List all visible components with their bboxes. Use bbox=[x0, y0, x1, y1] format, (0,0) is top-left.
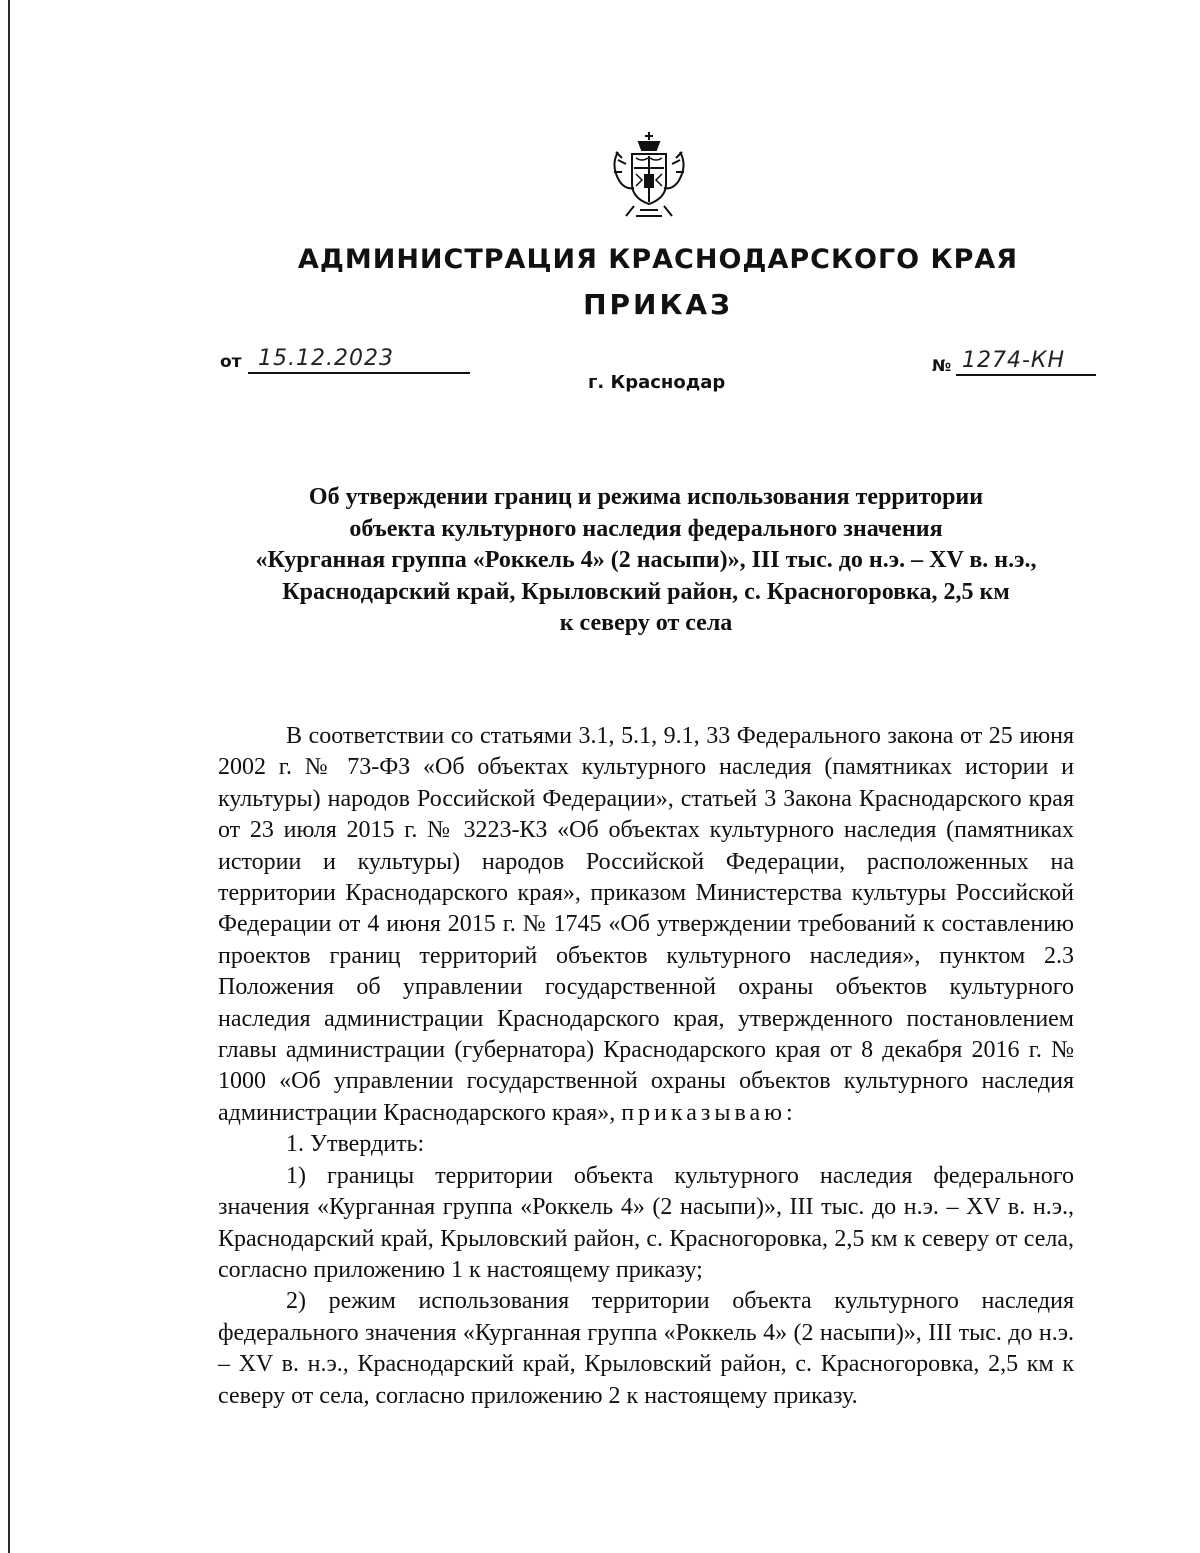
subject-line: Об утверждении границ и режима использования территории bbox=[308, 484, 984, 510]
order-subject-title bbox=[218, 482, 1074, 640]
number-field bbox=[932, 350, 1096, 380]
preamble-paragraph bbox=[218, 721, 1074, 1129]
handwritten-number: 1274-КН bbox=[962, 348, 1066, 373]
date-field bbox=[220, 348, 470, 378]
subject-line: Краснодарский край, Крыловский район, с. Красногоровка, 2,5 км bbox=[282, 578, 1010, 605]
date-underline bbox=[248, 372, 470, 374]
date-prefix: от bbox=[220, 352, 242, 372]
order-word: приказываю: bbox=[621, 1099, 797, 1126]
organization-title: АДМИНИСТРАЦИЯ КРАСНОДАРСКОГО КРАЯ bbox=[297, 244, 1019, 275]
subject-line: «Курганная группа «Роккель 4» (2 насыпи)», III тыс. до н.э. – XV в. н.э., bbox=[255, 547, 1037, 573]
item-1-1: 1) границы территории объекта культурного наследия федерального значения «Курганная группа «Роккель 4» (2 насыпи)», III тыс. до н.э. – XV в. н.э., Краснодарский край, Крыловский район, с. Красногоровка, 2,5 км к северу от села, согласно приложению 1 к настоящему приказу; bbox=[218, 1162, 1074, 1283]
city-label: г. Краснодар bbox=[588, 372, 726, 393]
document-type: ПРИКАЗ bbox=[583, 288, 733, 321]
number-prefix: № bbox=[932, 356, 952, 375]
subject-line: к северу от села bbox=[559, 610, 733, 636]
handwritten-date: 15.12.2023 bbox=[258, 346, 394, 371]
number-underline bbox=[956, 374, 1096, 376]
item-1-2: 2) режим использования территории объекта культурного наследия федерального значения «Курганная группа «Роккель 4» (2 насыпи)», III тыс. до н.э. – XV в. н.э., Краснодарский край, Крыловский район, с. Красногоровка, 2,5 км к северу от села, согласно приложению 2 к настоящему приказу. bbox=[218, 1288, 1074, 1409]
coat-of-arms-icon bbox=[606, 128, 692, 222]
item-1: 1. Утвердить: bbox=[286, 1131, 425, 1158]
subject-line: объекта культурного наследия федерального значения bbox=[349, 515, 943, 542]
preamble-text: В соответствии со статьями 3.1, 5.1, 9.1, 33 Федерального закона от 25 июня 2002 г. № 73-ФЗ «Об объектах культурного наследия (памятниках истории и культуры) народов Российской Федерации», статьей 3 Закона Краснодарского края от 23 июля 2015 г. № 3223-КЗ «Об объектах культурного наследия (памятниках истории и культуры) народов Российской Федерации, расположенных на территории Краснодарского края», приказом Министерства культуры Российской Федерации от 4 июня 2015 г. № 1745 «Об утверждении требований к составлению проектов границ территорий объектов культурного наследия», пунктом 2.3 Положения об управлении государственной охраны объектов культурного наследия администрации Краснодарского края, утвержденного постановлением главы администрации (губернатора) Краснодарского края от 8 декабря 2016 г. № 1000 «Об управлении государственной охраны объектов культурного наследия администрации Краснодарского края», bbox=[218, 723, 1074, 1126]
order-body bbox=[218, 721, 1074, 1412]
page-edge-line bbox=[8, 0, 10, 1553]
